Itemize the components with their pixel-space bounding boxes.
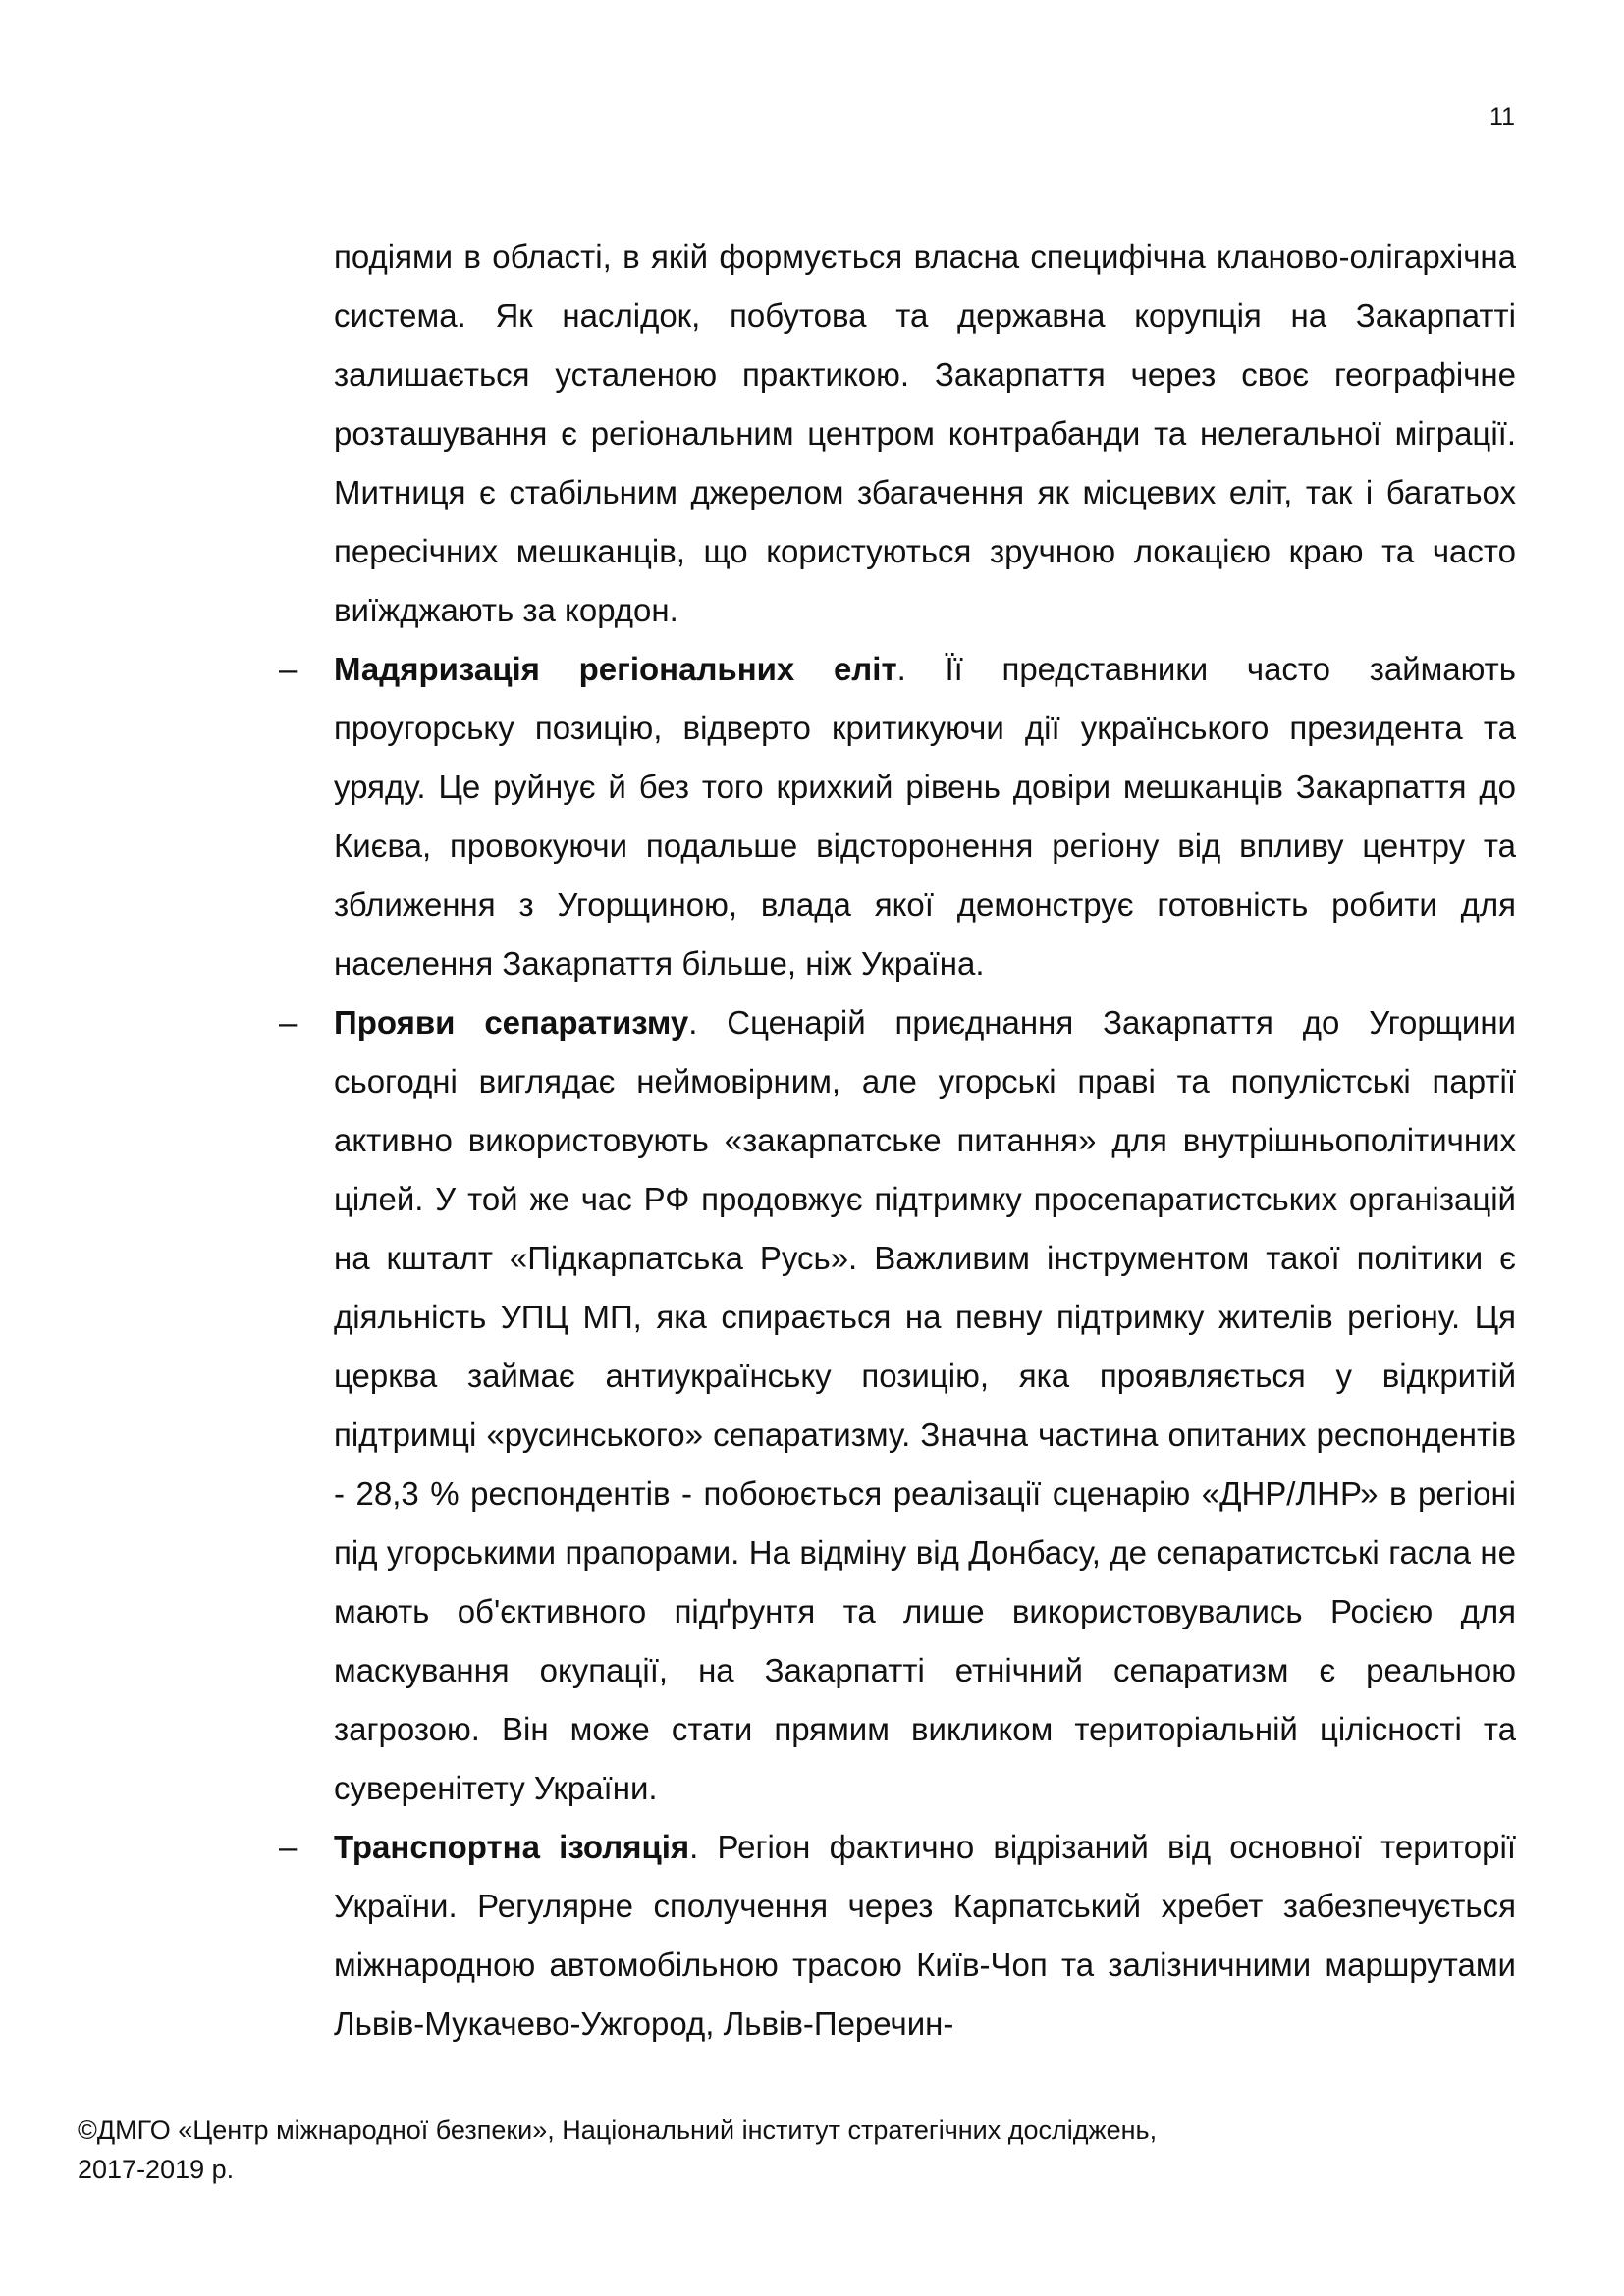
- dash-bullet-icon: –: [279, 651, 298, 687]
- footer-copyright: ©ДМГО «Центр міжнародної безпеки», Національний інститут стратегічних досліджень,: [78, 2115, 1158, 2145]
- bullet-term: Прояви сепаратизму: [334, 1004, 689, 1041]
- page-number: 11: [1489, 103, 1515, 131]
- intro-paragraph: подіями в області, в якій формується власна специфічна кланово-олігархічна система. Як наслідок, побутова та державна корупція на Закарпатті залишається усталеною практикою. Закарпаття через своє географічне розташування є регіональним центром контрабанди та нелегальної міграції. Митниця є стабільним джерелом збагачення як місцевих еліт, так і багатьох пересічних мешканців, що користуються зручною локацією краю та часто виїжджають за кордон.: [334, 239, 1516, 628]
- dash-bullet-icon: –: [279, 1829, 298, 1865]
- list-item: [279, 640, 1516, 993]
- bullet-term: Транспортна ізоляція: [334, 1829, 690, 1865]
- bullet-text: . Регіон фактично відрізаний від основної території України. Регулярне сполучення через Карпатський хребет забезпечується міжнародною автомобільною трасою Київ-Чоп та залізничними маршрутами Львів-Мукачево-Ужгород, Львів-Перечин-: [334, 1829, 1516, 2042]
- list-item: [279, 993, 1516, 1818]
- footer-years: 2017-2019 р.: [78, 2155, 235, 2184]
- bullet-text: . Її представники часто займають проугорську позицію, відверто критикуючи дії українського президента та уряду. Це руйнує й без того крихкий рівень довіри мешканців Закарпаття до Києва, провокуючи подальше відсторонення регіону від впливу центру та зближення з Угорщиною, влада якої демонструє готовність робити для населення Закарпаття більше, ніж Україна.: [334, 651, 1516, 982]
- bullet-term: Мадяризація регіональних еліт: [334, 651, 897, 687]
- dash-bullet-icon: –: [279, 1004, 298, 1041]
- page-footer: [78, 2110, 1452, 2189]
- bullet-text: . Сценарій приєднання Закарпаття до Угорщини сьогодні виглядає неймовірним, але угорські праві та популістські партії активно використовують «закарпатське питання» для внутрішньополітичних цілей. У той же час РФ продовжує підтримку просепаратистських організацій на кшталт «Підкарпатська Русь». Важливим інструментом такої політики є діяльність УПЦ МП, яка спирається на певну підтримку жителів регіону. Ця церква займає антиукраїнську позицію, яка проявляється у відкритій підтримці «русинського» сепаратизму. Значна частина опитаних респондентів - 28,3 % респондентів - побоюється реалізації сценарію «ДНР/ЛНР» в регіоні під угорськими прапорами. На відміну від Донбасу, де сепаратистські гасла не мають об'єктивного підґрунтя та лише використовувались Росією для маскування окупації, на Закарпатті етнічний сепаратизм є реальною загрозою. Він може стати прямим викликом територіальній цілісності та суверенітету України.: [334, 1004, 1516, 1806]
- document-body: [279, 228, 1516, 2054]
- bullet-list: [279, 640, 1516, 2054]
- list-item: [279, 1818, 1516, 2054]
